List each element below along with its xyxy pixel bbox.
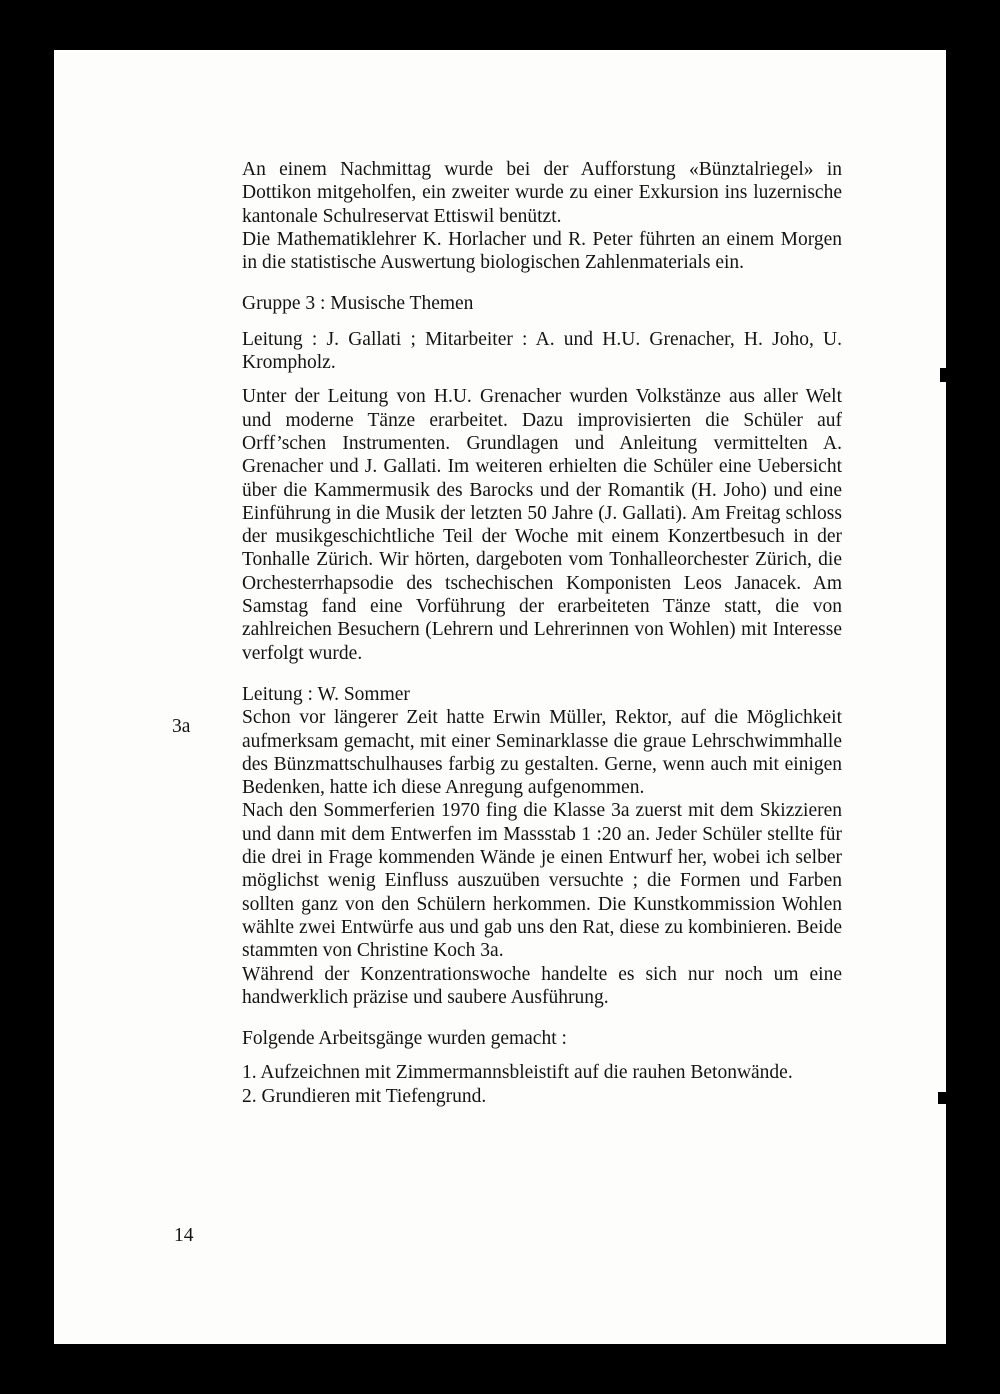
- body-text: [242, 158, 842, 1108]
- page-number: 14: [174, 1225, 194, 1246]
- steps-heading: Folgende Arbeitsgänge wurden gemacht :: [242, 1028, 567, 1050]
- class-3a-leadership: Leitung : W. Sommer: [242, 683, 410, 705]
- class-3a-marker: 3a: [172, 716, 191, 737]
- document-page: [54, 50, 946, 1344]
- paragraph-konzentrationswoche: Während der Konzentrationswoche handelte es sich nur noch um eine handwerklich präzise und saubere Ausführung.: [242, 963, 842, 1008]
- paragraph-aufforstung: An einem Nachmittag wurde bei der Aufforstung «Bünztalriegel» in Dottikon mitgeholfen, ein zweiter wurde zu einer Exkursion ins luzernische kantonale Schulreservat Ettiswil benützt.: [242, 159, 842, 227]
- page-edge-notch: [940, 368, 946, 382]
- group-3-leadership: Leitung : J. Gallati ; Mitarbeiter : A. und H.U. Grenacher, H. Joho, U. Krompholz.: [242, 328, 842, 374]
- page-edge-notch: [938, 1092, 946, 1104]
- paragraph-mathematik: Die Mathematiklehrer K. Horlacher und R. Peter führten an einem Morgen in die statistische Auswertung biologischen Zahlenmaterials ein.: [242, 228, 842, 274]
- paragraph-entwurf: Nach den Sommerferien 1970 fing die Klasse 3a zuerst mit dem Skizzieren und dann mit dem Entwerfen im Massstab 1 :20 an. Jeder Schüler stellte für die drei in Frage kommenden Wände je einen Entwurf her, wobei ich selber möglichst wenig Einfluss auszuüben versuchte ; die Formen und Farben sollten ganz von den Schülern herkommen. Die Kunstkommission Wohlen wählte zwei Entwürfe aus und gab uns den Rat, diese zu kombinieren. Beide stammten von Christine Koch 3a.: [242, 800, 842, 962]
- paragraph-musik: Unter der Leitung von H.U. Grenacher wurden Volkstänze aus aller Welt und moderne Tänze erarbeitet. Dazu improvisierten die Schüler auf Orff’schen Instrumenten. Grundlagen und Anleitung vermittelten A. Grenacher und J. Gallati. Im weiteren erhielten die Schüler eine Uebersicht über die Kammermusik des Barocks und der Romantik (H. Joho) und eine Einführung in die Musik der letzten 50 Jahre (J. Gallati). Am Freitag schloss der musikgeschichtliche Teil der Woche mit einem Konzertbesuch in der Tonhalle Zürich. Wir hörten, dargeboten vom Tonhalleorchester Zürich, die Orchesterrhapsodie des tschechischen Komponisten Leos Janacek. Am Samstag fand eine Vorführung der erarbeiteten Tänze statt, die von zahlreichen Besuchern (Lehrern und Lehrerinnen von Wohlen) mit Interesse verfolgt wurde.: [242, 386, 842, 664]
- group-3-heading: Gruppe 3 : Musische Themen: [242, 293, 474, 315]
- step-item: 2. Grundieren mit Tiefengrund.: [242, 1085, 487, 1107]
- step-item: 1. Aufzeichnen mit Zimmermannsbleistift auf die rauhen Betonwände.: [242, 1062, 793, 1084]
- paragraph-schwimmhalle: Schon vor längerer Zeit hatte Erwin Müller, Rektor, auf die Möglichkeit aufmerksam gemacht, mit einer Seminarklasse die graue Lehrschwimmhalle des Bünzmattschulhauses farbig zu gestalten. Gerne, wenn auch mit einigen Bedenken, hatte ich diese Anregung aufgenommen.: [242, 707, 842, 799]
